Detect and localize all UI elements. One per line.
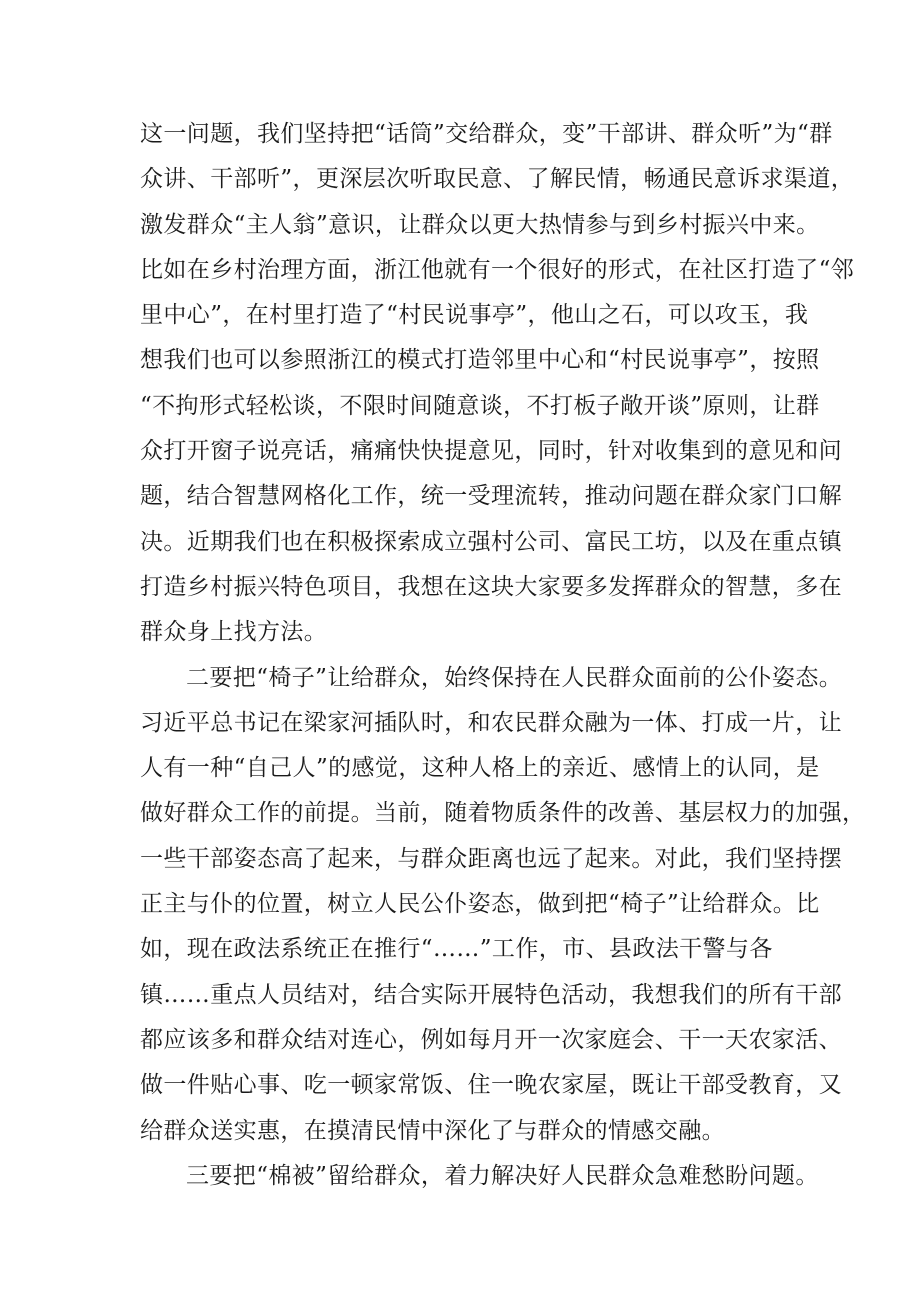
text-line: 众打开窗子说亮话，痛痛快快提意见，同时，针对收集到的意见和问 xyxy=(140,438,842,465)
text-line: 二要把“椅子”让给群众，始终保持在人民群众面前的公仆姿态。 xyxy=(186,664,843,691)
text-line: “不拘形式轻松谈，不限时间随意谈，不打板子敞开谈”原则，让群 xyxy=(140,392,820,419)
text-line: 三要把“棉被”留给群众，着力解决好人民群众急难愁盼问题。 xyxy=(186,1162,819,1189)
text-line: 都应该多和群众结对连心，例如每月开一次家庭会、干一天农家活、 xyxy=(140,1026,842,1053)
text-line: 群众身上找方法。 xyxy=(140,619,328,646)
text-line: 正主与仆的位置，树立人民公仆姿态，做到把“椅子”让给群众。比 xyxy=(140,891,820,918)
text-line: 镇……重点人员结对，结合实际开展特色活动，我想我们的所有干部 xyxy=(140,981,842,1008)
text-line: 比如在乡村治理方面，浙江他就有一个很好的形式，在社区打造了“邻 xyxy=(140,256,855,283)
document-body xyxy=(140,112,866,1199)
text-line: 一些干部姿态高了起来，与群众距离也远了起来。对此，我们坚持摆 xyxy=(140,845,842,872)
text-line: 做一件贴心事、吃一顿家常饭、住一晚农家屋，既让干部受教育，又 xyxy=(140,1072,842,1099)
text-line: 里中心”，在村里打造了“村民说事亭”，他山之石，可以攻玉，我 xyxy=(140,302,809,329)
text-line: 题，结合智慧网格化工作，统一受理流转，推动问题在群众家门口解 xyxy=(140,483,842,510)
text-line: 给群众送实惠，在摸清民情中深化了与群众的情感交融。 xyxy=(140,1117,725,1144)
text-line: 打造乡村振兴特色项目，我想在这块大家要多发挥群众的智慧，多在 xyxy=(140,573,842,600)
text-line: 做好群众工作的前提。当前，随着物质条件的改善、基层权力的加强， xyxy=(140,800,866,827)
text-line: 决。近期我们也在积极探索成立强村公司、富民工坊，以及在重点镇 xyxy=(140,528,842,555)
text-line: 习近平总书记在梁家河插队时，和农民群众融为一体、打成一片，让 xyxy=(140,709,842,736)
text-line: 人有一种“自己人”的感觉，这种人格上的亲近、感情上的认同，是 xyxy=(140,755,820,782)
text-line: 这一问题，我们坚持把“话筒”交给群众，变”干部讲、群众听”为“群 xyxy=(140,121,833,147)
text-line: 激发群众“主人翁”意识，让群众以更大热情参与到乡村振兴中来。 xyxy=(140,211,820,238)
text-line: 众讲、干部听”，更深层次听取民意、了解民情，畅通民意诉求渠道， xyxy=(140,166,855,193)
text-line: 想我们也可以参照浙江的模式打造邻里中心和“村民说事亭”，按照 xyxy=(140,347,820,374)
text-line: 如，现在政法系统正在推行“……”工作，市、县政法干警与各 xyxy=(140,936,773,963)
